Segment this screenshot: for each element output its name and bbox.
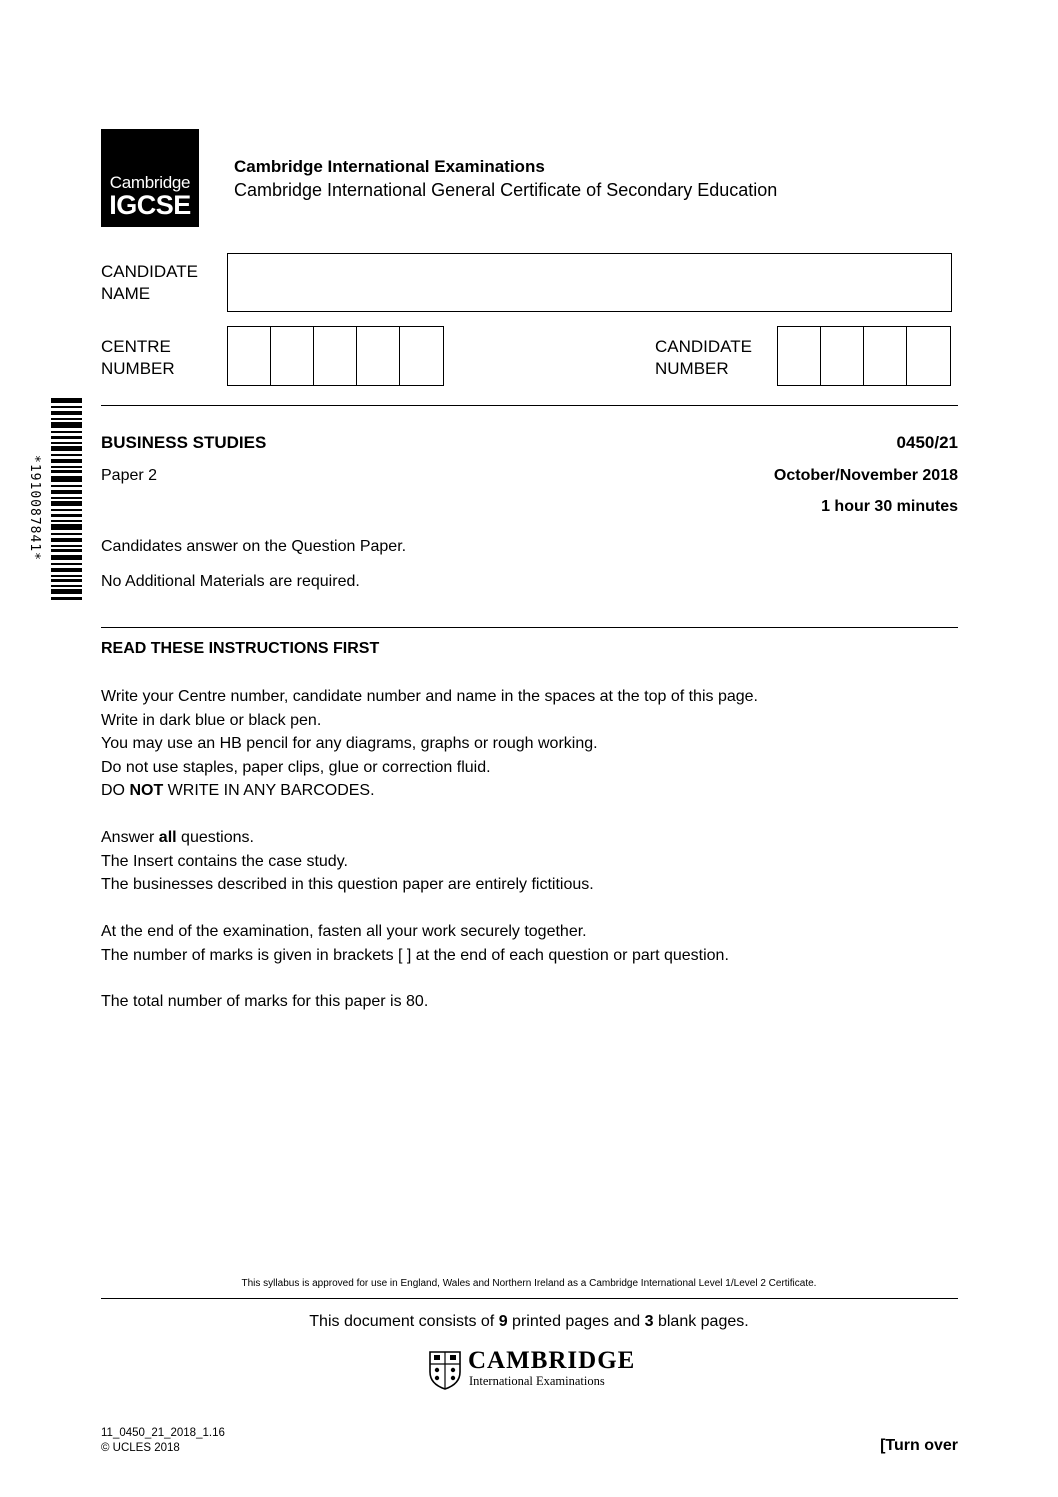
barcode-number: *1910087841* [27,455,42,561]
instruction-line: Write your Centre number, candidate number and name in the spaces at the top of this page. [101,688,758,705]
reference-code: 11_0450_21_2018_1.16 [101,1427,225,1439]
divider [101,627,958,628]
centre-number-cell[interactable] [314,327,357,385]
instruction-line: The number of marks is given in brackets [ ] at the end of each question or part question. [101,946,729,964]
answer-note: Candidates answer on the Question Paper. [101,538,407,555]
exam-duration: 1 hour 30 minutes [821,498,958,515]
materials-note: No Additional Materials are required. [101,573,360,590]
centre-number-boxes[interactable] [227,326,444,386]
centre-number-cell[interactable] [357,327,400,385]
cambridge-igcse-logo [101,129,199,227]
instruction-line: You may use an HB pencil for any diagrams, graphs or rough working. [101,735,598,752]
instructions-block-2 [101,826,594,897]
divider [101,405,958,406]
instruction-line: Write in dark blue or black pen. [101,711,322,729]
instruction-line: The Insert contains the case study. [101,852,348,870]
exam-board: Cambridge International Examinations [234,157,545,176]
cambridge-subtitle: International Examinations [469,1374,605,1388]
logo-line-1: Cambridge [109,173,191,192]
page-count: This document consists of 9 printed pages and 3 blank pages. [309,1313,749,1330]
cambridge-crest-icon [428,1350,462,1390]
centre-number-cell[interactable] [228,327,271,385]
copyright: © UCLES 2018 [101,1442,180,1454]
divider [101,1298,958,1299]
instruction-line-answer: Answer all questions. [101,829,254,846]
candidate-number-cell[interactable] [821,327,864,385]
instructions-block-3 [101,920,729,967]
candidate-number-cell[interactable] [864,327,907,385]
instructions-block-1 [101,685,758,803]
paper-number: Paper 2 [101,467,158,484]
instructions-heading: READ THESE INSTRUCTIONS FIRST [101,640,380,657]
logo-line-2: IGCSE [109,190,191,220]
candidate-number-cell[interactable] [778,327,821,385]
candidate-name-label: CANDIDATE NAME [101,262,198,303]
syllabus-approval: This syllabus is approved for use in England, Wales and Northern Ireland as a Cambridge International Level 1/Level 2 Certificate. [241,1278,817,1289]
cambridge-wordmark: CAMBRIDGE [468,1347,636,1374]
centre-number-cell[interactable] [400,327,443,385]
instruction-line: At the end of the examination, fasten all your work securely together. [101,923,587,940]
candidate-number-cell[interactable] [907,327,950,385]
exam-session: October/November 2018 [773,467,958,484]
centre-number-cell[interactable] [271,327,314,385]
paper-code: 0450/21 [896,433,958,452]
instruction-line: The businesses described in this question paper are entirely fictitious. [101,876,594,893]
candidate-number-label: CANDIDATE NUMBER [655,337,752,378]
candidate-number-boxes[interactable] [777,326,951,386]
document-reference [101,1426,225,1456]
qualification: Cambridge International General Certificate of Secondary Education [234,180,778,200]
total-marks: The total number of marks for this paper is 80. [101,993,429,1010]
centre-number-label: CENTRE NUMBER [101,337,175,378]
instruction-line-barcodes: DO NOT WRITE IN ANY BARCODES. [101,782,375,799]
subject-title: BUSINESS STUDIES [101,433,267,452]
barcode-image [51,398,82,600]
turn-over: [Turn over [880,1437,958,1454]
instruction-line: Do not use staples, paper clips, glue or correction fluid. [101,758,491,776]
candidate-name-field[interactable] [227,253,952,312]
